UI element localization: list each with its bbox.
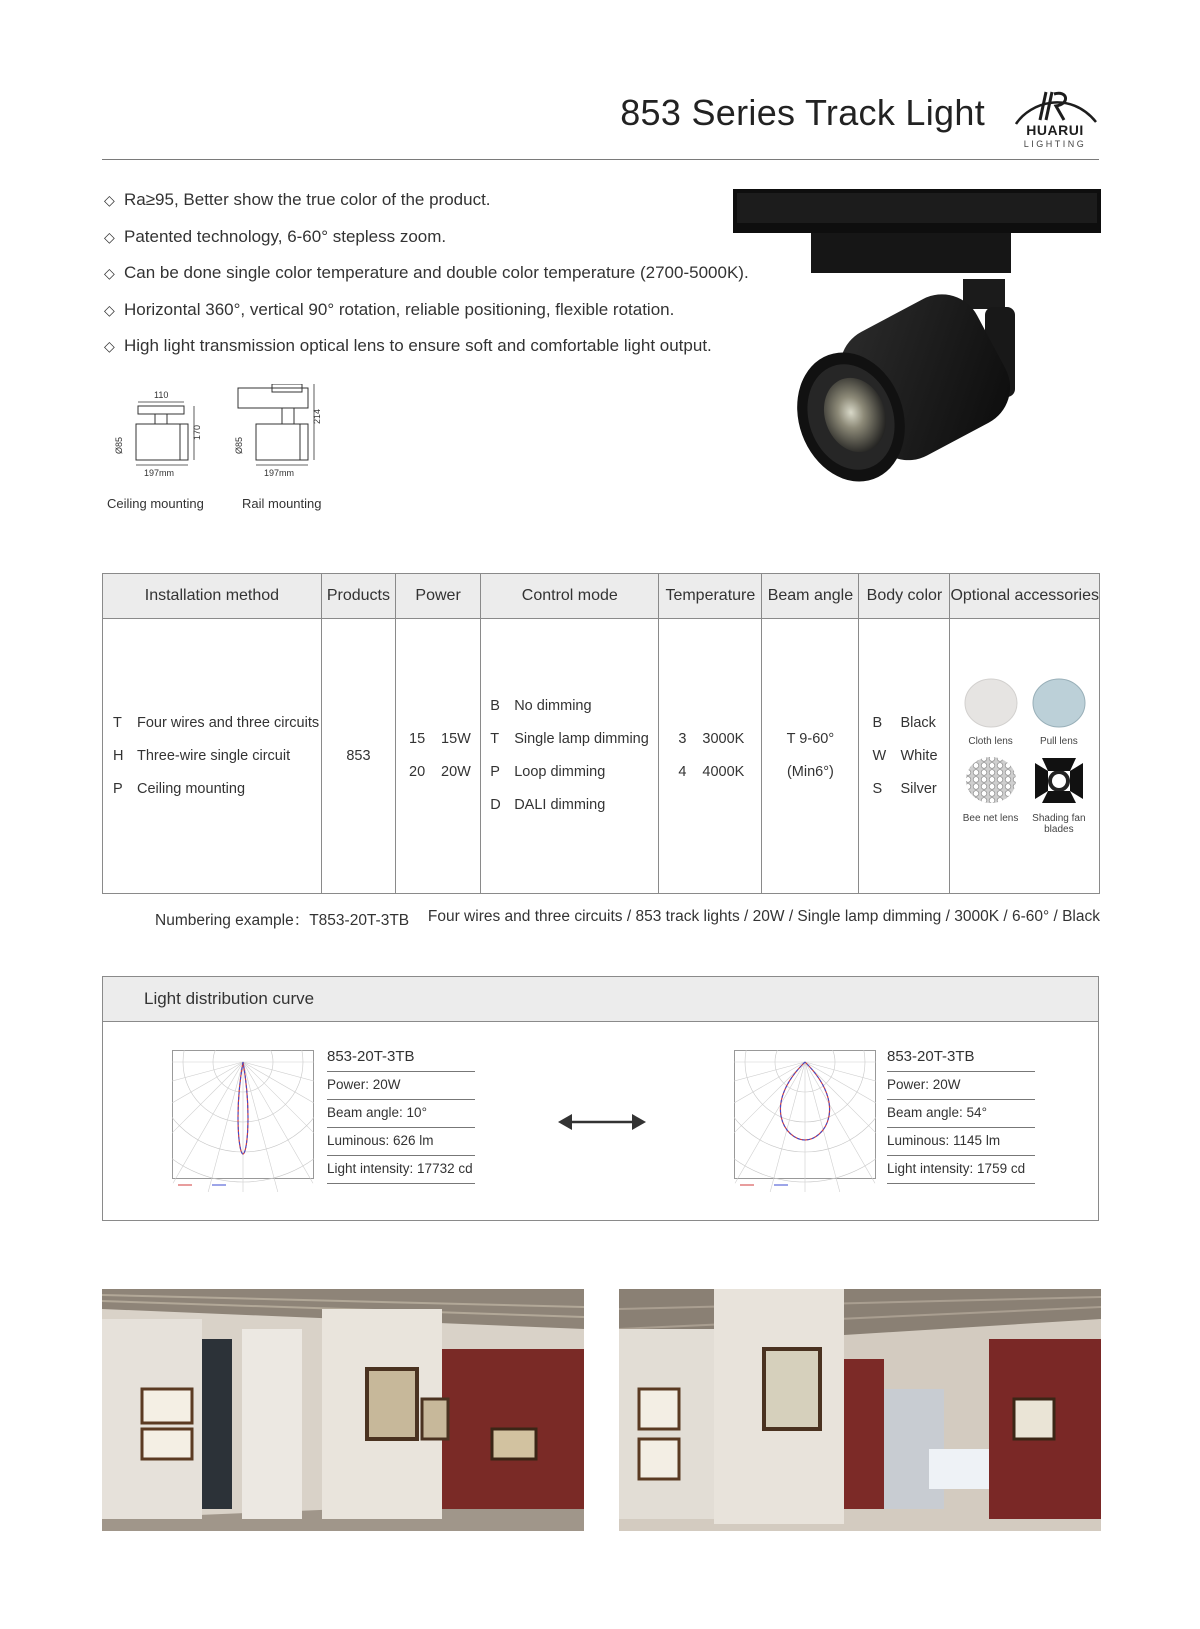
accessory-pull-lens: Pull lens — [1025, 678, 1093, 747]
diamond-bullet-icon: ◇ — [104, 301, 115, 318]
header-products: Products — [321, 574, 395, 619]
rail-mount-caption: Rail mounting — [242, 496, 322, 511]
curve-info-wide — [887, 1044, 1035, 1184]
product-cell: 853 — [321, 619, 395, 894]
logo-name: HUARUI — [1026, 122, 1084, 138]
header-divider — [102, 159, 1099, 160]
table-header-row — [103, 574, 1100, 619]
feature-item: ◇ Ra≥95, Better show the true color of the product. — [104, 182, 804, 219]
curve-intensity: Light intensity: 17732 cd — [327, 1156, 475, 1184]
polar-curve-wide — [734, 1050, 876, 1192]
cloth-lens-icon — [964, 678, 1018, 728]
feature-list — [104, 182, 804, 365]
svg-text:170: 170 — [192, 424, 202, 440]
numbering-example: Numbering example：T853-20T-3TB — [155, 912, 410, 929]
power-cell: 15 15W 20 20W — [396, 619, 481, 894]
curve-beam-angle: Beam angle: 54° — [887, 1100, 1035, 1128]
accessory-cloth-lens: Cloth lens — [956, 678, 1024, 747]
numbering-description: Four wires and three circuits / 853 track lights / 20W / Single lamp dimming / 3000K / 6-60° / Black — [427, 908, 1100, 925]
ceiling-mount-drawing — [108, 388, 208, 496]
color-cell: B Black W White S Silver — [859, 619, 950, 894]
track-light-product-image — [733, 189, 1101, 502]
rail-mount-drawing — [232, 384, 332, 492]
polar-curve-narrow — [172, 1050, 314, 1192]
curve-power: Power: 20W — [887, 1072, 1035, 1100]
double-arrow-icon — [558, 1110, 646, 1134]
diamond-bullet-icon: ◇ — [104, 192, 115, 208]
curve-luminous: Luminous: 626 lm — [327, 1128, 475, 1156]
header-color: Body color — [859, 574, 950, 619]
light-distribution-title: Light distribution curve — [144, 989, 315, 1008]
honeycomb-lens-icon — [964, 755, 1018, 805]
svg-text:Ø85: Ø85 — [234, 436, 244, 454]
barn-door-icon — [1032, 755, 1086, 805]
curve-luminous: Luminous: 1145 lm — [887, 1128, 1035, 1156]
curve-info-narrow — [327, 1044, 475, 1184]
gallery-photo-left — [102, 1289, 584, 1531]
accessory-shading-fan-blades: Shading fan blades — [1025, 755, 1093, 835]
spec-table — [102, 573, 1100, 894]
curve-name: 853-20T-3TB — [327, 1044, 475, 1072]
diamond-bullet-icon: ◇ — [104, 338, 115, 354]
header-temperature: Temperature — [659, 574, 762, 619]
feature-item: ◇ Horizontal 360°, vertical 90° rotation, reliable positioning, flexible rotation. — [104, 292, 804, 329]
accessories-cell — [950, 619, 1100, 894]
page-title: 853 Series Track Light — [620, 92, 985, 133]
beam-cell: T 9-60° (Min6°) — [762, 619, 859, 894]
control-cell: B No dimming T Single lamp dimming P Loop dimming D DALI dimming — [481, 619, 659, 894]
curve-name: 853-20T-3TB — [887, 1044, 1035, 1072]
pull-lens-icon — [1032, 678, 1086, 728]
accessory-bee-net-lens: Bee net lens — [956, 755, 1024, 835]
header-installation: Installation method — [103, 574, 322, 619]
table-row — [103, 619, 1100, 894]
curve-power: Power: 20W — [327, 1072, 475, 1100]
svg-text:197mm: 197mm — [144, 468, 175, 478]
svg-text:214: 214 — [312, 408, 322, 424]
gallery-photo-right — [619, 1289, 1101, 1531]
feature-item: ◇ High light transmission optical lens to ensure soft and comfortable light output. — [104, 328, 804, 365]
header-power: Power — [396, 574, 481, 619]
svg-text:Ø85: Ø85 — [114, 436, 124, 454]
svg-text:110: 110 — [154, 390, 169, 400]
curve-intensity: Light intensity: 1759 cd — [887, 1156, 1035, 1184]
header-beam: Beam angle — [762, 574, 859, 619]
diamond-bullet-icon: ◇ — [104, 265, 115, 281]
header-accessories: Optional accessories — [950, 574, 1100, 619]
temperature-cell: 3 3000K 4 4000K — [659, 619, 762, 894]
feature-item: ◇ Patented technology, 6-60° stepless zoom. — [104, 219, 804, 256]
header-control: Control mode — [481, 574, 659, 619]
installation-cell: T Four wires and three circuits H Three-wire single circuit P Ceiling mounting — [103, 619, 322, 894]
curve-beam-angle: Beam angle: 10° — [327, 1100, 475, 1128]
svg-text:197mm: 197mm — [264, 468, 295, 478]
diamond-bullet-icon: ◇ — [104, 228, 115, 245]
feature-item: ◇ Can be done single color temperature and double color temperature (2700-5000K). — [104, 255, 804, 292]
ceiling-mount-caption: Ceiling mounting — [107, 496, 204, 511]
logo-tagline: LIGHTING — [1023, 139, 1087, 149]
